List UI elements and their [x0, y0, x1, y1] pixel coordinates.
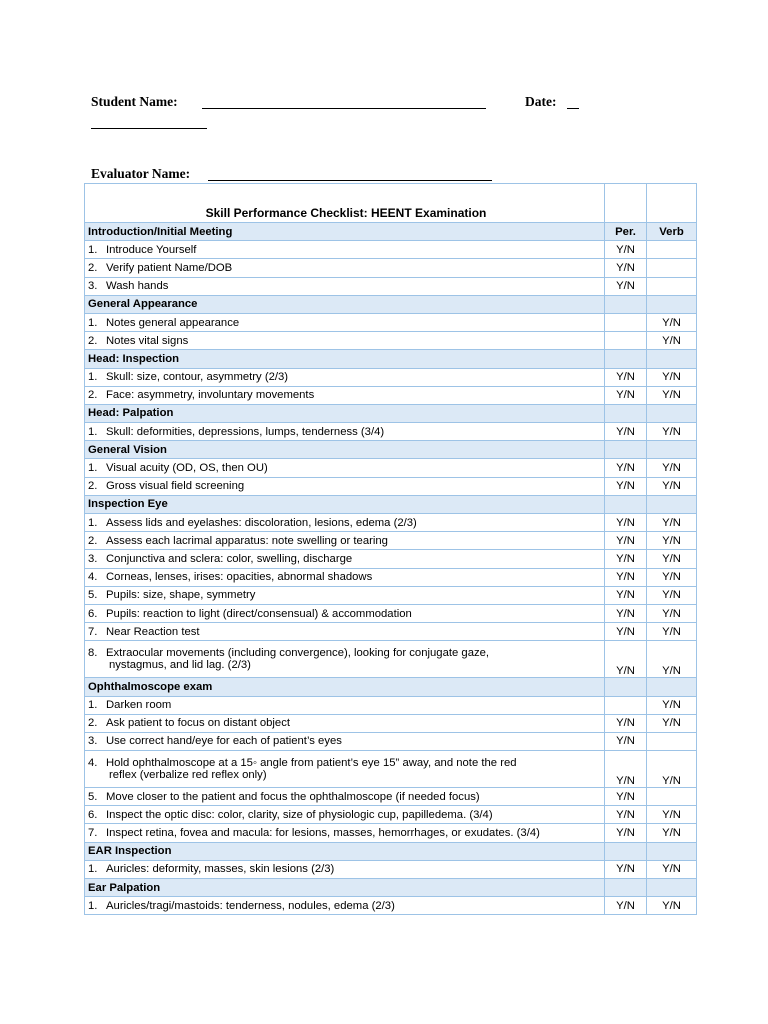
- per-mark-cell[interactable]: Y/N: [605, 641, 647, 678]
- verb-mark-cell[interactable]: Y/N: [647, 696, 697, 714]
- per-mark-cell[interactable]: Y/N: [605, 514, 647, 532]
- per-mark-cell[interactable]: Y/N: [605, 824, 647, 842]
- section-blank-cell: [647, 404, 697, 422]
- skill-checklist-table: [84, 183, 697, 915]
- date-field-continued[interactable]: [91, 128, 207, 129]
- checklist-item-row: [85, 259, 697, 277]
- item-text: Skull: size, contour, asymmetry (2/3): [106, 371, 289, 384]
- item-text: Move closer to the patient and focus the ophthalmoscope (if needed focus): [106, 790, 480, 803]
- verb-mark-cell[interactable]: Y/N: [647, 623, 697, 641]
- per-mark-cell[interactable]: Y/N: [605, 568, 647, 586]
- item-description: [85, 604, 605, 622]
- item-description: [85, 714, 605, 732]
- verb-mark-cell[interactable]: [647, 277, 697, 295]
- item-text: Notes vital signs: [106, 334, 189, 347]
- item-description: [85, 368, 605, 386]
- item-description: [85, 806, 605, 824]
- per-mark-cell[interactable]: Y/N: [605, 532, 647, 550]
- checklist-item-row: [85, 514, 697, 532]
- checklist-item-row: [85, 386, 697, 404]
- checklist-item-row: [85, 806, 697, 824]
- section-header-row: [85, 441, 697, 459]
- item-text: Skull: deformities, depressions, lumps, tenderness (3/4): [106, 425, 385, 438]
- checklist-item-row: [85, 714, 697, 732]
- checklist-item-row: [85, 696, 697, 714]
- item-description: [85, 623, 605, 641]
- item-text: Hold ophthalmoscope at a 15◦ angle from patient’s eye 15” away, and note the red: [106, 757, 517, 770]
- section-header-row: [85, 350, 697, 368]
- verb-mark-cell[interactable]: Y/N: [647, 368, 697, 386]
- verb-mark-cell[interactable]: Y/N: [647, 641, 697, 678]
- item-text: Conjunctiva and sclera: color, swelling, discharge: [106, 552, 353, 565]
- per-mark-cell[interactable]: Y/N: [605, 550, 647, 568]
- per-mark-cell[interactable]: Y/N: [605, 788, 647, 806]
- item-number: 3.: [88, 280, 98, 293]
- item-text: Wash hands: [106, 280, 169, 293]
- item-number: 2.: [88, 389, 98, 402]
- per-mark-cell[interactable]: Y/N: [605, 604, 647, 622]
- date-field[interactable]: [567, 108, 579, 109]
- checklist-item-row: [85, 277, 697, 295]
- verb-mark-cell[interactable]: Y/N: [647, 586, 697, 604]
- item-number: 1.: [88, 425, 98, 438]
- item-text: Assess each lacrimal apparatus: note swelling or tearing: [106, 534, 388, 547]
- item-text: Darken room: [106, 699, 172, 712]
- checklist-item-row: [85, 459, 697, 477]
- per-mark-cell[interactable]: Y/N: [605, 259, 647, 277]
- item-text: Inspect the optic disc: color, clarity, size of physiologic cup, papilledema. (3/4): [106, 808, 493, 821]
- column-header-verb: Verb: [647, 223, 697, 241]
- item-text: Near Reaction test: [106, 625, 200, 638]
- item-number: 2.: [88, 334, 98, 347]
- checklist-item-row: [85, 897, 697, 915]
- verb-mark-cell[interactable]: Y/N: [647, 514, 697, 532]
- item-number: 7.: [88, 827, 98, 840]
- section-blank-cell: [605, 842, 647, 860]
- section-blank-cell: [605, 879, 647, 897]
- per-mark-cell[interactable]: Y/N: [605, 623, 647, 641]
- item-text: Face: asymmetry, involuntary movements: [106, 389, 315, 402]
- item-text-line2: reflex (verbalize red reflex only): [109, 769, 267, 782]
- item-description: [85, 277, 605, 295]
- verb-mark-cell[interactable]: [647, 241, 697, 259]
- section-blank-cell: [605, 495, 647, 513]
- per-mark-cell[interactable]: Y/N: [605, 459, 647, 477]
- section-blank-cell: [605, 295, 647, 313]
- section-blank-cell: [647, 879, 697, 897]
- item-description: [85, 477, 605, 495]
- item-text: Ask patient to focus on distant object: [106, 717, 290, 730]
- title-blank-cell: [647, 184, 697, 223]
- item-text: Auricles/tragi/mastoids: tenderness, nodules, edema (2/3): [106, 899, 395, 912]
- table-title-row: [85, 184, 697, 223]
- section-blank-cell: [605, 678, 647, 696]
- section-title: General Vision: [85, 441, 605, 459]
- per-mark-cell[interactable]: Y/N: [605, 423, 647, 441]
- evaluator-name-field[interactable]: [208, 180, 492, 181]
- per-mark-cell[interactable]: Y/N: [605, 586, 647, 604]
- item-text: Introduce Yourself: [106, 243, 197, 256]
- item-text: Extraocular movements (including convergence), looking for conjugate gaze,: [106, 647, 490, 660]
- section-blank-cell: [647, 495, 697, 513]
- item-number: 1.: [88, 516, 98, 529]
- item-description: [85, 332, 605, 350]
- checklist-item-row: [85, 423, 697, 441]
- item-text: Corneas, lenses, irises: opacities, abnormal shadows: [106, 571, 373, 584]
- verb-mark-cell[interactable]: Y/N: [647, 806, 697, 824]
- item-number: 1.: [88, 462, 98, 475]
- section-blank-cell: [605, 404, 647, 422]
- verb-mark-cell[interactable]: Y/N: [647, 550, 697, 568]
- section-header-row: [85, 223, 697, 241]
- item-number: 5.: [88, 790, 98, 803]
- section-blank-cell: [647, 350, 697, 368]
- item-description: [85, 313, 605, 331]
- title-blank-cell: [605, 184, 647, 223]
- section-title: Introduction/Initial Meeting: [85, 223, 605, 241]
- verb-mark-cell[interactable]: Y/N: [647, 423, 697, 441]
- section-header-row: [85, 879, 697, 897]
- verb-mark-cell[interactable]: Y/N: [647, 459, 697, 477]
- item-number: 4.: [88, 571, 98, 584]
- checklist-item-row: [85, 751, 697, 788]
- verb-mark-cell[interactable]: Y/N: [647, 714, 697, 732]
- item-description: [85, 897, 605, 915]
- section-header-row: [85, 842, 697, 860]
- section-title: EAR Inspection: [85, 842, 605, 860]
- student-name-label: Student Name:: [91, 94, 178, 109]
- item-text: Verify patient Name/DOB: [106, 261, 233, 274]
- item-number: 1.: [88, 316, 98, 329]
- per-mark-cell[interactable]: [605, 696, 647, 714]
- section-blank-cell: [647, 842, 697, 860]
- item-number: 4.: [88, 757, 98, 770]
- item-description: [85, 788, 605, 806]
- verb-mark-cell[interactable]: Y/N: [647, 860, 697, 878]
- item-text: Inspect retina, fovea and macula: for lesions, masses, hemorrhages, or exudates. (3/4): [106, 827, 540, 840]
- item-description: [85, 751, 605, 788]
- item-number: 3.: [88, 735, 98, 748]
- section-title: Head: Inspection: [85, 350, 605, 368]
- item-text-line2: nystagmus, and lid lag. (2/3): [109, 659, 251, 672]
- verb-mark-cell[interactable]: Y/N: [647, 751, 697, 788]
- per-mark-cell[interactable]: Y/N: [605, 732, 647, 750]
- per-mark-cell[interactable]: Y/N: [605, 386, 647, 404]
- item-number: 5.: [88, 589, 98, 602]
- section-header-row: [85, 295, 697, 313]
- per-mark-cell[interactable]: Y/N: [605, 277, 647, 295]
- item-description: [85, 532, 605, 550]
- per-mark-cell[interactable]: Y/N: [605, 860, 647, 878]
- checklist-item-row: [85, 313, 697, 331]
- item-number: 2.: [88, 261, 98, 274]
- section-blank-cell: [647, 295, 697, 313]
- item-text: Visual acuity (OD, OS, then OU): [106, 462, 268, 475]
- item-number: 8.: [88, 647, 98, 660]
- verb-mark-cell[interactable]: Y/N: [647, 897, 697, 915]
- checklist-item-row: [85, 604, 697, 622]
- verb-mark-cell[interactable]: Y/N: [647, 386, 697, 404]
- item-number: 1.: [88, 699, 98, 712]
- per-mark-cell[interactable]: Y/N: [605, 241, 647, 259]
- verb-mark-cell[interactable]: Y/N: [647, 313, 697, 331]
- item-description: [85, 586, 605, 604]
- verb-mark-cell[interactable]: [647, 259, 697, 277]
- section-title: Ophthalmoscope exam: [85, 678, 605, 696]
- table-title: Skill Performance Checklist: HEENT Examination: [85, 184, 605, 223]
- per-mark-cell[interactable]: Y/N: [605, 806, 647, 824]
- checklist-item-row: [85, 550, 697, 568]
- item-description: [85, 386, 605, 404]
- checklist-item-row: [85, 586, 697, 604]
- item-text: Notes general appearance: [106, 316, 240, 329]
- item-text: Pupils: reaction to light (direct/consensual) & accommodation: [106, 607, 412, 620]
- item-number: 1.: [88, 243, 98, 256]
- item-number: 3.: [88, 552, 98, 565]
- item-number: 1.: [88, 863, 98, 876]
- per-mark-cell[interactable]: Y/N: [605, 368, 647, 386]
- verb-mark-cell[interactable]: Y/N: [647, 568, 697, 586]
- item-text: Gross visual field screening: [106, 480, 245, 493]
- item-number: 1.: [88, 899, 98, 912]
- item-description: [85, 860, 605, 878]
- section-title: Ear Palpation: [85, 879, 605, 897]
- item-description: [85, 824, 605, 842]
- per-mark-cell[interactable]: [605, 313, 647, 331]
- item-text: Assess lids and eyelashes: discoloration, lesions, edema (2/3): [106, 516, 417, 529]
- date-label: Date:: [525, 94, 557, 109]
- verb-mark-cell[interactable]: [647, 788, 697, 806]
- verb-mark-cell[interactable]: [647, 732, 697, 750]
- student-name-field[interactable]: [202, 108, 486, 109]
- item-description: [85, 514, 605, 532]
- item-number: 2.: [88, 717, 98, 730]
- per-mark-cell[interactable]: Y/N: [605, 714, 647, 732]
- checklist-item-row: [85, 477, 697, 495]
- section-title: General Appearance: [85, 295, 605, 313]
- item-description: [85, 696, 605, 714]
- verb-mark-cell[interactable]: Y/N: [647, 332, 697, 350]
- item-description: [85, 732, 605, 750]
- item-description: [85, 459, 605, 477]
- item-text: Auricles: deformity, masses, skin lesions (2/3): [106, 863, 335, 876]
- item-number: 6.: [88, 607, 98, 620]
- item-description: [85, 241, 605, 259]
- item-description: [85, 568, 605, 586]
- column-header-per: Per.: [605, 223, 647, 241]
- section-blank-cell: [647, 441, 697, 459]
- item-number: 1.: [88, 371, 98, 384]
- item-description: [85, 423, 605, 441]
- section-blank-cell: [605, 350, 647, 368]
- checklist-item-row: [85, 732, 697, 750]
- section-title: Head: Palpation: [85, 404, 605, 422]
- item-number: 2.: [88, 480, 98, 493]
- checklist-item-row: [85, 532, 697, 550]
- checklist-item-row: [85, 368, 697, 386]
- section-blank-cell: [605, 441, 647, 459]
- verb-mark-cell[interactable]: Y/N: [647, 824, 697, 842]
- per-mark-cell[interactable]: [605, 332, 647, 350]
- verb-mark-cell[interactable]: Y/N: [647, 477, 697, 495]
- section-blank-cell: [647, 678, 697, 696]
- checklist-item-row: [85, 623, 697, 641]
- per-mark-cell[interactable]: Y/N: [605, 477, 647, 495]
- item-number: 2.: [88, 534, 98, 547]
- per-mark-cell[interactable]: Y/N: [605, 751, 647, 788]
- item-number: 6.: [88, 808, 98, 821]
- item-description: [85, 259, 605, 277]
- section-header-row: [85, 678, 697, 696]
- section-header-row: [85, 404, 697, 422]
- checklist-item-row: [85, 241, 697, 259]
- checklist-item-row: [85, 824, 697, 842]
- item-description: [85, 641, 605, 678]
- evaluator-name-label: Evaluator Name:: [91, 166, 191, 181]
- section-title: Inspection Eye: [85, 495, 605, 513]
- item-text: Use correct hand/eye for each of patient’s eyes: [106, 735, 342, 748]
- section-header-row: [85, 495, 697, 513]
- verb-mark-cell[interactable]: Y/N: [647, 604, 697, 622]
- checklist-item-row: [85, 788, 697, 806]
- per-mark-cell[interactable]: Y/N: [605, 897, 647, 915]
- checklist-item-row: [85, 641, 697, 678]
- checklist-item-row: [85, 332, 697, 350]
- item-description: [85, 550, 605, 568]
- verb-mark-cell[interactable]: Y/N: [647, 532, 697, 550]
- item-text: Pupils: size, shape, symmetry: [106, 589, 256, 602]
- checklist-item-row: [85, 860, 697, 878]
- item-number: 7.: [88, 625, 98, 638]
- checklist-item-row: [85, 568, 697, 586]
